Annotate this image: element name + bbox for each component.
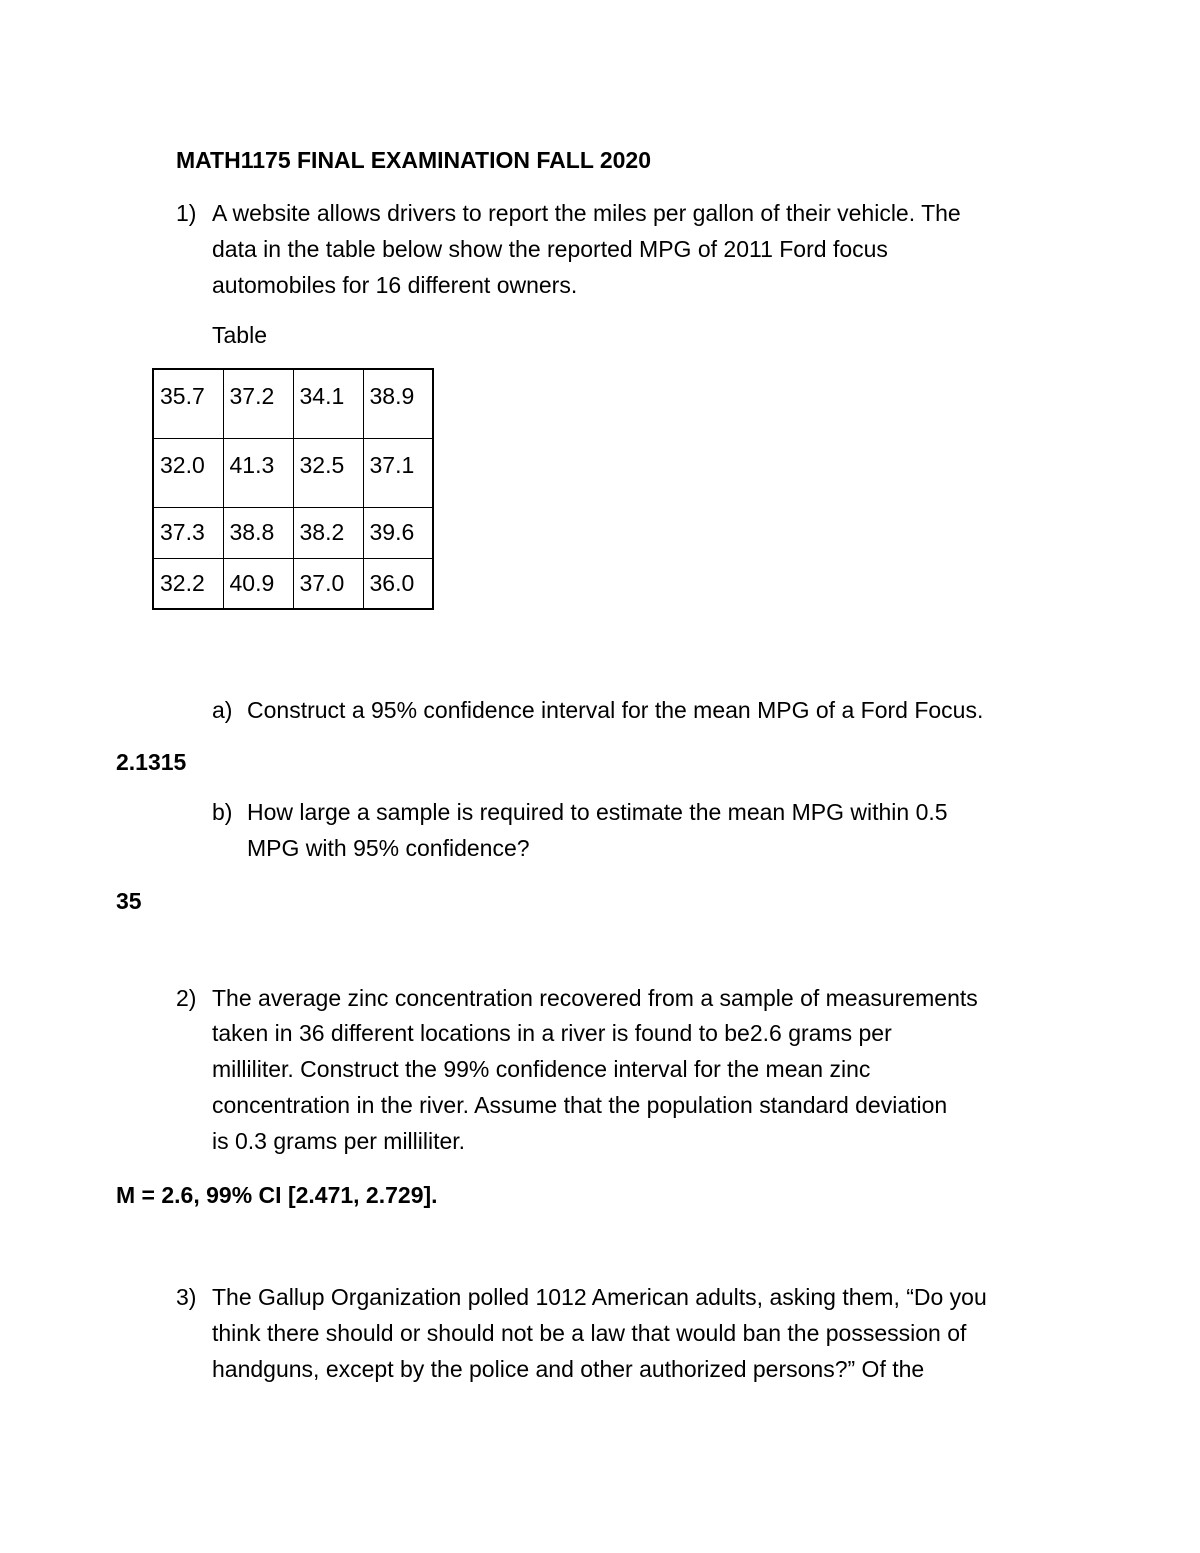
table-cell: 37.3 bbox=[153, 507, 223, 558]
table-row bbox=[153, 369, 433, 438]
q3-line-1: The Gallup Organization polled 1012 American adults, asking them, “Do you bbox=[212, 1284, 987, 1310]
q1a-answer: 2.1315 bbox=[116, 749, 187, 775]
table-cell: 37.2 bbox=[223, 369, 293, 438]
q2-line-5: is 0.3 grams per milliliter. bbox=[212, 1128, 466, 1154]
q1a-label: a) bbox=[212, 697, 233, 723]
q1-line-3: automobiles for 16 different owners. bbox=[212, 272, 578, 298]
table-cell: 35.7 bbox=[153, 369, 223, 438]
q1-line-1: A website allows drivers to report the miles per gallon of their vehicle. The bbox=[212, 200, 961, 226]
table-cell: 38.2 bbox=[293, 507, 363, 558]
q1b-line-2: MPG with 95% confidence? bbox=[247, 835, 530, 861]
q3-number: 3) bbox=[176, 1284, 197, 1310]
mpg-table bbox=[152, 368, 434, 610]
q3-line-3: handguns, except by the police and other authorized persons?” Of the bbox=[212, 1356, 925, 1382]
table-row bbox=[153, 507, 433, 558]
table-cell: 40.9 bbox=[223, 558, 293, 609]
table-cell: 38.8 bbox=[223, 507, 293, 558]
q1b-answer: 35 bbox=[116, 888, 142, 914]
exam-title: MATH1175 FINAL EXAMINATION FALL 2020 bbox=[176, 147, 652, 173]
q2-line-2: taken in 36 different locations in a river is found to be2.6 grams per bbox=[212, 1020, 892, 1046]
q2-line-4: concentration in the river. Assume that the population standard deviation bbox=[212, 1092, 948, 1118]
q2-line-3: milliliter. Construct the 99% confidence interval for the mean zinc bbox=[212, 1056, 871, 1082]
table-cell: 41.3 bbox=[223, 438, 293, 507]
table-cell: 34.1 bbox=[293, 369, 363, 438]
q1b-label: b) bbox=[212, 799, 233, 825]
q2-line-1: The average zinc concentration recovered from a sample of measurements bbox=[212, 985, 978, 1011]
table-cell: 37.0 bbox=[293, 558, 363, 609]
table-cell: 32.0 bbox=[153, 438, 223, 507]
table-row bbox=[153, 438, 433, 507]
table-label: Table bbox=[212, 322, 267, 348]
q1b-line-1: How large a sample is required to estimate the mean MPG within 0.5 bbox=[247, 799, 948, 825]
q1a-text: Construct a 95% confidence interval for the mean MPG of a Ford Focus. bbox=[247, 697, 984, 723]
table-cell: 32.2 bbox=[153, 558, 223, 609]
q1-line-2: data in the table below show the reported MPG of 2011 Ford focus bbox=[212, 236, 888, 262]
table-cell: 36.0 bbox=[363, 558, 433, 609]
table-row bbox=[153, 558, 433, 609]
q3-line-2: think there should or should not be a law that would ban the possession of bbox=[212, 1320, 967, 1346]
table-cell: 37.1 bbox=[363, 438, 433, 507]
q2-answer: M = 2.6, 99% CI [2.471, 2.729]. bbox=[116, 1182, 438, 1208]
q1-number: 1) bbox=[176, 200, 197, 226]
table-cell: 32.5 bbox=[293, 438, 363, 507]
table-cell: 38.9 bbox=[363, 369, 433, 438]
q2-number: 2) bbox=[176, 985, 197, 1011]
table-cell: 39.6 bbox=[363, 507, 433, 558]
